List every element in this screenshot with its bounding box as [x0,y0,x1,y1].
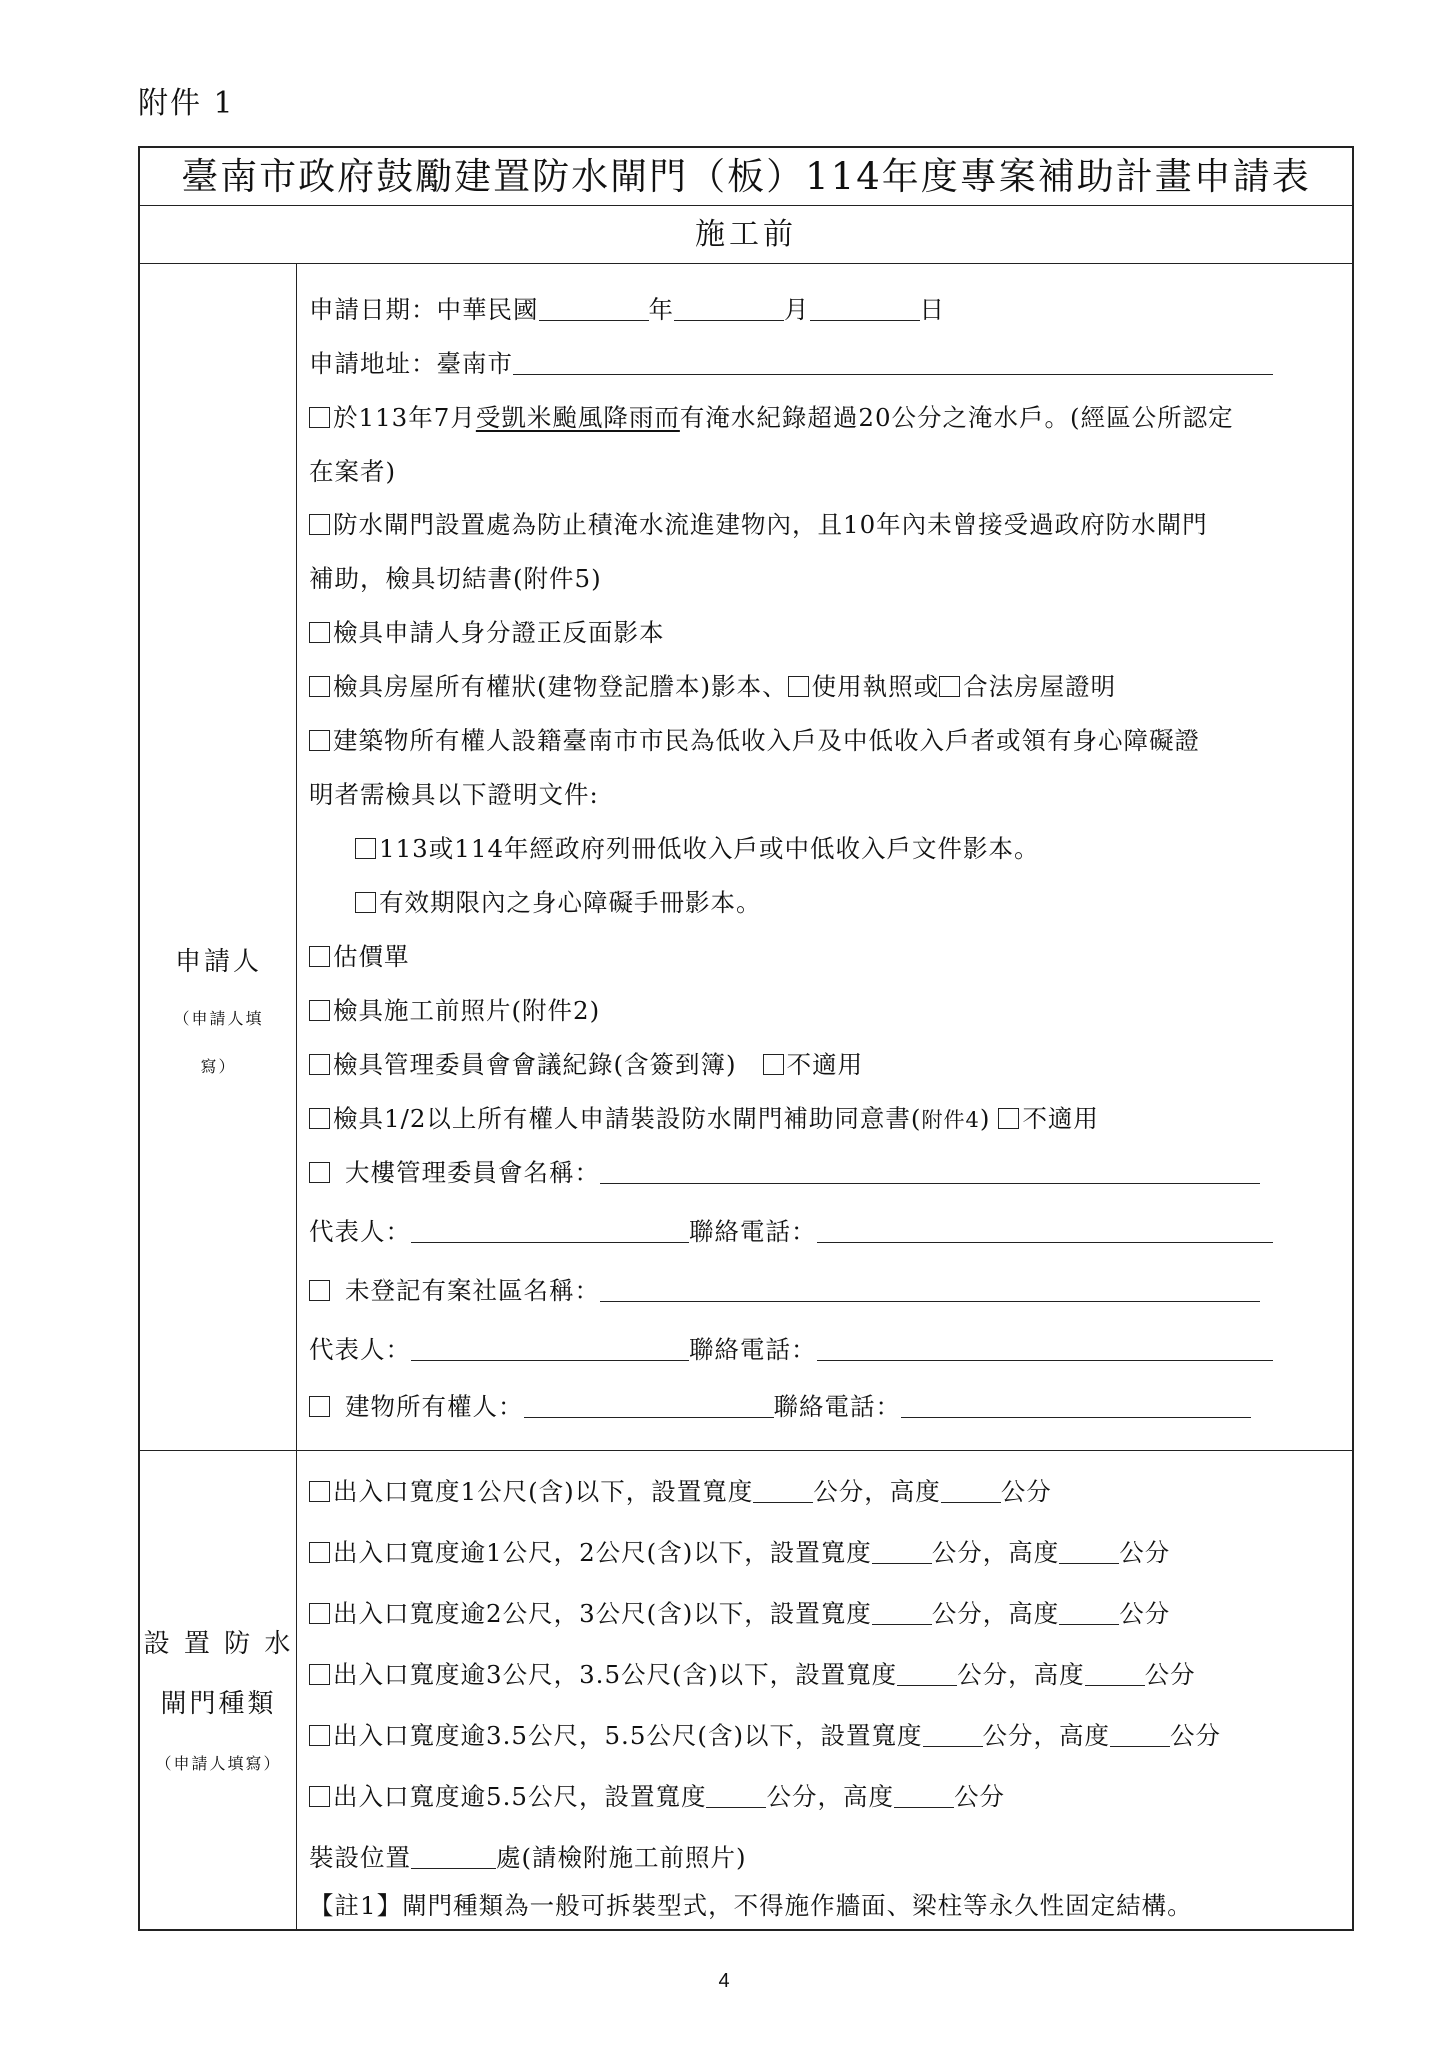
day-label: 日 [919,295,945,324]
gate-option-1-checkbox[interactable] [309,1481,330,1502]
gate-type-label-2: 閘門種類 [160,1689,277,1719]
building-committee-text: 大樓管理委員會名稱： [345,1158,600,1187]
owner-checkbox[interactable] [309,1396,330,1417]
usage-license-checkbox[interactable] [788,676,809,697]
gate-option-3 [309,1595,1170,1630]
gate-option-4-text: 出入口寬度逾3公尺，3.5公尺(含)以下 [333,1660,770,1689]
no-prior-subsidy-line-1 [309,506,1208,541]
gate-option-6-height-label: ，高度 [817,1782,894,1811]
house-text-a: 檢具房屋所有權狀(建物登記謄本)影本、 [333,672,788,701]
minutes-checkbox[interactable] [309,1054,330,1075]
consent-close-text: ) [979,1104,991,1133]
consent-line [309,1100,1099,1135]
id-copy-text: 檢具申請人身分證正反面影本 [333,618,665,647]
stage-heading: 施工前 [140,206,1352,264]
gate-option-1-height-field[interactable] [941,1480,1001,1503]
owner-field[interactable] [524,1395,774,1418]
month-label: 月 [784,295,810,324]
owner-line [309,1388,1251,1423]
no-prior-text-1: 防水閘門設置處為防止積淹水流進建物內，且10年內未曾接受過政府防水閘門 [333,510,1208,539]
form-title: 臺南市政府鼓勵建置防水閘門（板）114年度專案補助計畫申請表 [140,148,1352,206]
photos-checkbox[interactable] [309,1000,330,1021]
gate-option-6 [309,1778,1005,1813]
gate-option-6-width-field[interactable] [706,1785,766,1808]
house-text-b: 使用執照或 [811,672,940,701]
gate-option-5-width-label: ，設置寬度 [795,1721,923,1750]
low-income-doc-checkbox[interactable] [355,838,376,859]
gate-option-6-width-label: ，設置寬度 [578,1782,707,1811]
disability-doc-line [355,884,762,919]
gate-option-4-width-field[interactable] [897,1663,957,1686]
community-rep-label: 代表人： [309,1335,411,1364]
gate-option-6-height-field[interactable] [894,1785,954,1808]
gate-option-1-height-label: ，高度 [864,1477,941,1506]
gate-option-2-height-unit: 公分 [1119,1538,1171,1567]
year-field[interactable] [539,298,649,321]
year-label: 年 [648,295,674,324]
gate-option-3-text: 出入口寬度逾2公尺，3公尺(含)以下 [333,1599,745,1628]
photos-text: 檢具施工前照片(附件2) [333,996,601,1025]
no-prior-subsidy-checkbox[interactable] [309,514,330,535]
gate-option-6-height-unit: 公分 [953,1782,1005,1811]
photos-line [309,992,600,1027]
disability-doc-text: 有效期限內之身心障礙手冊影本。 [379,888,762,917]
gate-option-2-checkbox[interactable] [309,1542,330,1563]
gate-option-4 [309,1656,1196,1691]
gate-type-section [140,1451,1352,1931]
consent-not-applicable-checkbox[interactable] [998,1108,1019,1129]
install-location-suffix: 處(請檢附施工前照片) [496,1843,747,1872]
id-copy-line [309,614,665,649]
application-date-line [309,291,945,326]
low-income-line-2: 明者需檢具以下證明文件: [309,780,599,809]
community-phone-label: 聯絡電話： [689,1335,817,1364]
applicant-section [140,264,1352,1451]
gate-type-content [297,1451,1352,1931]
gate-option-5 [309,1717,1221,1752]
gate-option-4-width-unit: 公分 [957,1660,1009,1689]
community-text: 未登記有案社區名稱： [345,1276,600,1305]
committee-phone-label: 聯絡電話： [689,1217,817,1246]
owner-phone-label: 聯絡電話： [773,1392,901,1421]
low-income-text-1: 建築物所有權人設籍臺南市市民為低收入戶及中低收入戶者或領有身心障礙證 [333,726,1200,755]
gate-option-3-width-field[interactable] [872,1602,932,1625]
gate-option-5-checkbox[interactable] [309,1725,330,1746]
gate-option-5-height-field[interactable] [1110,1724,1170,1747]
low-income-checkbox[interactable] [309,730,330,751]
application-form [138,146,1354,1931]
building-committee-checkbox[interactable] [309,1162,330,1183]
gate-option-1 [309,1473,1052,1508]
gate-option-6-width-unit: 公分 [766,1782,818,1811]
gate-option-2-height-field[interactable] [1059,1541,1119,1564]
gate-option-1-text: 出入口寬度1公尺(含)以下 [333,1477,626,1506]
owner-label: 建物所有權人： [345,1392,524,1421]
committee-representative-line [309,1213,1273,1248]
gate-option-5-height-unit: 公分 [1170,1721,1222,1750]
gate-option-3-checkbox[interactable] [309,1603,330,1624]
gate-option-4-checkbox[interactable] [309,1664,330,1685]
committee-rep-field[interactable] [411,1220,689,1243]
consent-attach-text: 附件4 [921,1108,980,1132]
gate-option-3-height-label: ，高度 [982,1599,1060,1628]
community-field[interactable] [600,1279,1260,1302]
address-field[interactable] [513,352,1273,375]
gate-option-2-width-unit: 公分 [931,1538,983,1567]
flood-text-c: 有淹水紀錄超過20公分之淹水戶。(經區公所認定 [679,403,1234,432]
date-prefix: 申請日期：中華民國 [309,295,539,324]
gate-option-1-width-unit: 公分 [813,1477,865,1506]
community-representative-line [309,1331,1273,1366]
gate-option-3-width-label: ，設置寬度 [744,1599,872,1628]
community-phone-field[interactable] [817,1338,1273,1361]
committee-rep-label: 代表人： [309,1217,411,1246]
applicant-label-cell [140,264,297,1450]
consent-text: 檢具1/2以上所有權人申請裝設防水閘門補助同意書( [333,1104,922,1133]
applicant-label-note-1: （申請人填 [173,1009,264,1028]
building-committee-line [309,1154,1260,1189]
no-prior-subsidy-line-2: 補助，檢具切結書(附件5) [309,564,602,593]
low-income-doc-line [355,830,1040,865]
disability-doc-checkbox[interactable] [355,892,376,913]
legal-house-checkbox[interactable] [939,676,960,697]
gate-option-4-width-label: ，設置寬度 [769,1660,898,1689]
flood-record-checkbox[interactable] [309,407,330,428]
gate-option-5-height-label: ，高度 [1033,1721,1111,1750]
gate-option-4-height-field[interactable] [1085,1663,1145,1686]
gate-option-3-width-unit: 公分 [931,1599,983,1628]
gate-option-5-width-field[interactable] [923,1724,983,1747]
gate-option-6-text: 出入口寬度逾5.5公尺 [333,1782,579,1811]
gate-option-6-checkbox[interactable] [309,1786,330,1807]
house-text-c: 合法房屋證明 [963,672,1117,701]
gate-option-2-width-label: ，設置寬度 [744,1538,872,1567]
flood-text-b: 受凱米颱風降雨而 [475,403,680,432]
gate-option-4-height-label: ，高度 [1008,1660,1085,1689]
id-copy-checkbox[interactable] [309,622,330,643]
install-location-label: 裝設位置 [309,1843,411,1872]
month-field[interactable] [674,298,784,321]
attachment-label: 附件 1 [138,86,235,121]
install-location-line [309,1839,747,1874]
gate-option-4-height-unit: 公分 [1144,1660,1196,1689]
gate-option-5-text: 出入口寬度逾3.5公尺，5.5公尺(含)以下 [333,1721,796,1750]
application-address-line [309,345,1273,380]
address-prefix: 申請地址：臺南市 [309,349,513,378]
community-checkbox[interactable] [309,1280,330,1301]
day-field[interactable] [810,298,920,321]
quote-checkbox[interactable] [309,946,330,967]
applicant-content [297,264,1352,1450]
gate-type-label-note: （申請人填寫） [155,1754,282,1773]
gate-type-label-cell [140,1451,297,1931]
minutes-not-applicable-text: 不適用 [786,1050,864,1079]
gate-option-2-height-label: ，高度 [982,1538,1060,1567]
gate-option-2-text: 出入口寬度逾1公尺，2公尺(含)以下 [333,1538,745,1567]
community-rep-field[interactable] [411,1338,689,1361]
applicant-label: 申請人 [174,947,262,977]
flood-record-line-1 [309,399,1234,434]
house-deed-checkbox[interactable] [309,676,330,697]
gate-option-2-width-field[interactable] [872,1541,932,1564]
gate-type-note: 【註1】閘門種類為一般可拆裝型式，不得施作牆面、梁柱等永久性固定結構。 [309,1891,1193,1920]
minutes-text: 檢具管理委員會會議紀錄(含簽到簿) [333,1050,737,1079]
low-income-doc-text: 113或114年經政府列冊低收入戶或中低收入戶文件影本。 [379,834,1040,863]
consent-checkbox[interactable] [309,1108,330,1129]
gate-option-5-width-unit: 公分 [982,1721,1034,1750]
building-committee-field[interactable] [600,1161,1260,1184]
house-ownership-line [309,668,1116,703]
community-line [309,1272,1260,1307]
gate-option-1-height-unit: 公分 [1000,1477,1052,1506]
applicant-label-note-2: 寫） [200,1057,237,1076]
quote-text: 估價單 [333,942,410,971]
install-location-field[interactable] [411,1846,496,1869]
gate-type-label-1: 設 置 防 水 [143,1629,294,1659]
owner-phone-field[interactable] [901,1395,1251,1418]
gate-option-3-height-field[interactable] [1059,1602,1119,1625]
page-number: 4 [718,1970,730,1992]
gate-option-3-height-unit: 公分 [1119,1599,1171,1628]
minutes-not-applicable-checkbox[interactable] [763,1054,784,1075]
flood-record-line-2: 在案者) [309,457,397,486]
gate-option-2 [309,1534,1170,1569]
quote-line [309,938,410,973]
gate-option-1-width-label: ，設置寬度 [625,1477,754,1506]
minutes-line [309,1046,863,1081]
flood-text-a: 於113年7月 [333,403,476,432]
low-income-line-1 [309,722,1200,757]
gate-option-1-width-field[interactable] [753,1480,813,1503]
committee-phone-field[interactable] [817,1220,1273,1243]
consent-not-applicable-text: 不適用 [1022,1104,1099,1133]
